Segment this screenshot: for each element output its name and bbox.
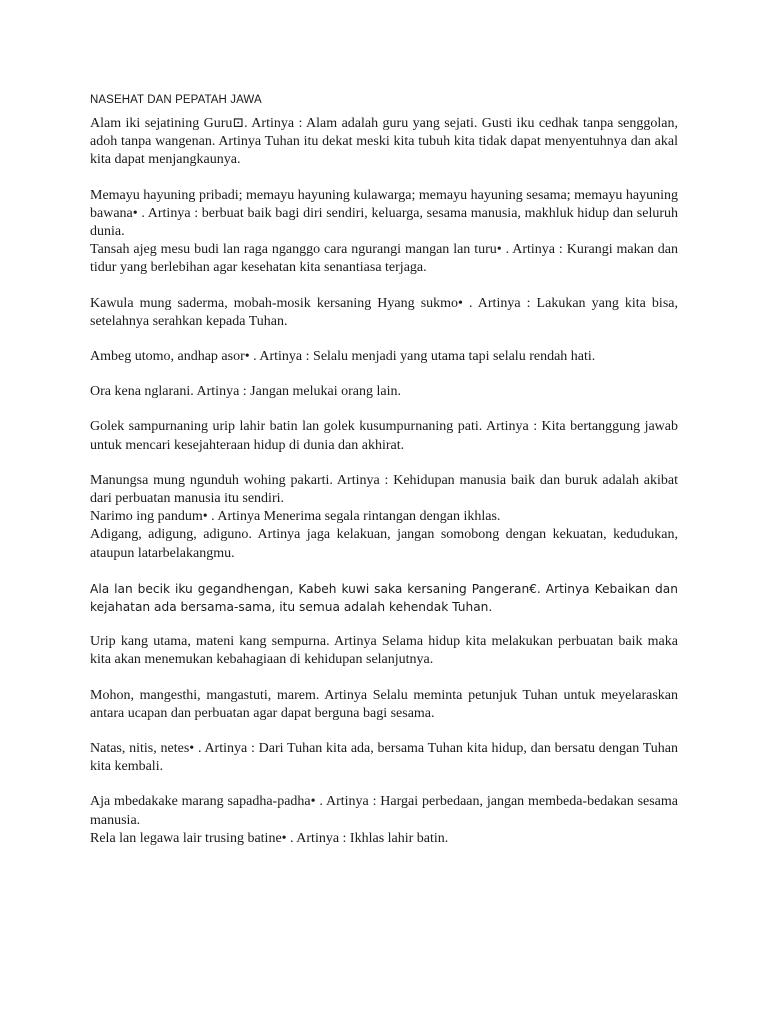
paragraph-ora-kena-nglarani: Ora kena nglarani. Artinya : Jangan melukai orang lain. xyxy=(90,384,402,400)
document-title: NASEHAT DAN PEPATAH JAWA xyxy=(90,94,262,106)
paragraph-alam-iki-sejatining-guru: Alam iki sejatining Guru⊡. Artinya : Alam adalah guru yang sejati. Gusti iku cedhak tanpa senggolan, adoh tanpa wangenan. Artinya Tuhan itu dekat meski kita tubuh kita tidak dapat menyentuhnya dan akal kita dapat menjangkaunya. xyxy=(90,116,678,168)
paragraph-mohon-mangesthi: Mohon, mangesthi, mangastuti, marem. Artinya Selalu meminta petunjuk Tuhan untuk meyelaraskan antara ucapan dan perbuatan agar dapat berguna bagi sesama. xyxy=(90,687,678,721)
paragraph-kawula-mung-saderma: Kawula mung saderma, mobah-mosik kersaning Hyang sukmo• . Artinya : Lakukan yang kita bisa, setelahnya serahkan kepada Tuhan. xyxy=(90,295,678,329)
paragraph-ala-lan-becik: Ala lan becik iku gegandhengan, Kabeh kuwi saka kersaning Pangeran€. Artinya Kebaikan dan kejahatan ada bersama-sama, itu semua adalah kehendak Tuhan. xyxy=(90,581,678,615)
paragraph-natas-nitis-netes: Natas, nitis, netes• . Artinya : Dari Tuhan kita ada, bersama Tuhan kita hidup, dan bersatu dengan Tuhan kita kembali. xyxy=(90,741,678,775)
paragraph-narimo-ing-pandum: Narimo ing pandum• . Artinya Menerima segala rintangan dengan ikhlas. xyxy=(90,509,501,525)
paragraph-golek-sampurnaning-urip: Golek sampurnaning urip lahir batin lan golek kusumpurnaning pati. Artinya : Kita bertanggung jawab untuk mencari kesejahteraan hidup di dunia dan akhirat. xyxy=(90,419,678,453)
paragraph-aja-mbedakake: Aja mbedakake marang sapadha-padha• . Artinya : Hargai perbedaan, jangan membeda-bedakan sesama manusia. xyxy=(90,794,678,828)
paragraph-tansah-ajeg-mesu-budi: Tansah ajeg mesu budi lan raga nganggo cara ngurangi mangan lan turu• . Artinya : Kurangi makan dan tidur yang berlebihan agar kesehatan kita senantiasa terjaga. xyxy=(90,242,678,276)
paragraph-memayu-hayuning: Memayu hayuning pribadi; memayu hayuning kulawarga; memayu hayuning sesama; memayu hayuning bawana• . Artinya : berbuat baik bagi diri sendiri, keluarga, sesama manusia, makhluk hidup dan seluruh dunia. xyxy=(90,187,678,240)
document-page xyxy=(90,94,678,865)
paragraph-adigang-adigung-adiguno: Adigang, adigung, adiguno. Artinya jaga kelakuan, jangan somobong dengan kekuatan, kedudukan, ataupun latarbelakangmu. xyxy=(90,527,678,561)
paragraph-rela-lan-legawa: Rela lan legawa lair trusing batine• . Artinya : Ikhlas lahir batin. xyxy=(90,830,449,846)
paragraph-urip-kang-utama: Urip kang utama, mateni kang sempurna. Artinya Selama hidup kita melakukan perbuatan baik maka kita akan menemukan kebahagiaan di kehidupan selanjutnya. xyxy=(90,634,678,668)
paragraph-manungsa-mung-ngunduh: Manungsa mung ngunduh wohing pakarti. Artinya : Kehidupan manusia baik dan buruk adalah akibat dari perbuatan manusia itu sendiri. xyxy=(90,472,678,507)
paragraph-ambeg-utomo: Ambeg utomo, andhap asor• . Artinya : Selalu menjadi yang utama tapi selalu rendah hati. xyxy=(90,349,596,365)
